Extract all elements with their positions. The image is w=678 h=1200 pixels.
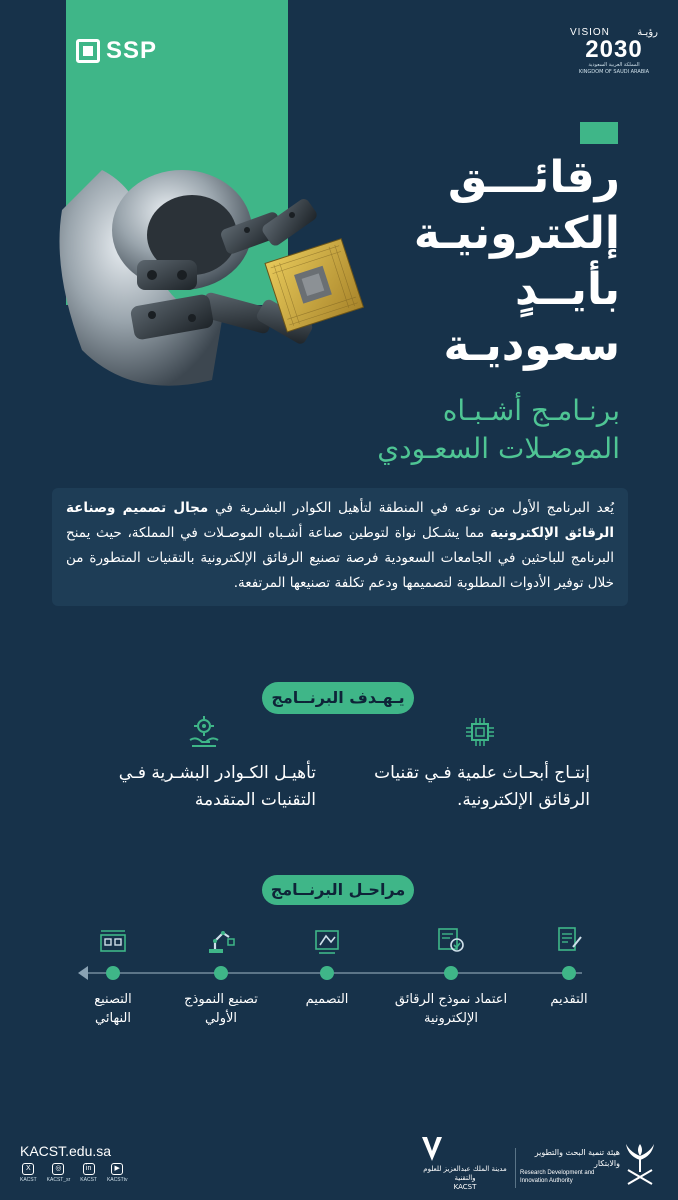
rdia-name-ar: هيئة تنمية البحث والتطوير والابتكار <box>534 1148 620 1168</box>
stage-dot-5 <box>106 966 120 980</box>
goal-2 <box>78 760 316 814</box>
ssp-brand-text: SSP <box>106 37 158 64</box>
kacst-name-ar: مدينة الملك عبدالعزيز للعلوم والتقنية <box>423 1165 507 1182</box>
youtube-icon: ▶ <box>111 1163 123 1175</box>
social-instagram-handle: KACST_sr <box>46 1177 71 1183</box>
stage-5-line-1: التصنيع <box>94 992 132 1007</box>
saudi-emblem-icon <box>622 1140 658 1188</box>
social-linkedin[interactable] <box>80 1163 97 1183</box>
green-accent-square <box>580 122 618 144</box>
program-subtitle <box>300 392 620 468</box>
intro-paragraph <box>66 496 614 596</box>
approval-icon <box>435 925 467 955</box>
intro-part-1: يُعد البرنامج الأول من نوعه في المنطقة لتأهيل الكوادر البشـرية في <box>208 500 615 516</box>
chip-icon <box>462 714 498 750</box>
kacst-logo-text <box>420 1165 510 1192</box>
goal-2-line-2: التقنيات المتقدمة <box>194 790 316 810</box>
website-link[interactable]: KACST.edu.sa <box>20 1143 112 1159</box>
factory-icon <box>97 925 129 955</box>
kacst-abbr: KACST <box>453 1183 477 1191</box>
stage-3-line-1: التصميم <box>305 992 349 1007</box>
x-icon: X <box>22 1163 34 1175</box>
stage-5-line-2: النهائي <box>95 1011 131 1026</box>
title-line-1: رقائـــق <box>448 152 620 203</box>
hand-gear-icon <box>186 714 222 750</box>
social-linkedin-handle: KACST <box>80 1177 97 1183</box>
stage-label-5 <box>48 990 178 1028</box>
stage-dot-1 <box>562 966 576 980</box>
chip-logo-icon <box>76 39 100 63</box>
social-links <box>20 1163 128 1183</box>
robot-arm-chip-illustration <box>42 150 392 390</box>
stage-label-1 <box>504 990 634 1009</box>
title-line-3: بأيــدٍ <box>514 264 620 315</box>
rdia-name-en: Research Development and Innovation Authority <box>520 1170 595 1184</box>
goal-1-line-1: إنتـاج أبحـاث علمية فـي تقنيات <box>374 763 590 783</box>
stage-2-line-1: اعتماد نموذج الرقائق <box>394 992 508 1007</box>
stage-dot-2 <box>444 966 458 980</box>
social-youtube[interactable] <box>107 1163 128 1183</box>
intro-bold: مجال تصميم وصناعة الرقائق الإلكترونية <box>66 500 614 541</box>
goal-1 <box>372 760 590 814</box>
timeline-arrow-icon <box>78 966 88 980</box>
intro-part-2: مما يشـكل نواة لتوطين صناعة أشـباه الموصـلات في المملكة، حيث يمنح البرنامج للباحثين في الجامعات السعودية فرصة تصنيع الرقائق الإلكترونية بالتقنيات المتطورة من خلال توفير الأدوات المطلوبة لتصميمها ودعم تكلفة تصنيعها المرتفعة. <box>66 525 614 591</box>
stage-4-line-2: الأولي <box>204 1011 238 1026</box>
subtitle-line-1: برنـامـج أشـبـاه <box>442 394 620 427</box>
vision-sub-en: KINGDOM OF SAUDI ARABIA <box>578 69 650 75</box>
ssp-logo <box>76 37 157 65</box>
stage-dot-4 <box>214 966 228 980</box>
title-line-4: سعوديـة <box>443 320 620 371</box>
goals-heading: يـهـدف البرنــامج <box>262 682 414 714</box>
intro-box <box>52 488 628 606</box>
social-x[interactable] <box>20 1163 37 1183</box>
social-x-handle: KACST <box>20 1177 37 1183</box>
social-instagram[interactable] <box>47 1163 71 1183</box>
rdia-logo-text <box>520 1147 620 1185</box>
vision-word-en: VISION <box>570 27 610 38</box>
title-line-2: إلكترونيـة <box>413 208 620 259</box>
stages-heading: مراحـل البرنــامج <box>262 875 414 905</box>
goal-1-line-2: الرقائق الإلكترونية. <box>457 790 590 810</box>
vision-2030-logo <box>570 27 658 76</box>
stage-label-2 <box>386 990 516 1028</box>
instagram-icon: ◎ <box>52 1163 64 1175</box>
vision-sub-ar: المملكة العربية السعودية <box>588 62 640 68</box>
stage-1-line-1: التقديم <box>550 992 588 1007</box>
kacst-logo-icon <box>420 1135 444 1163</box>
robot-arm-icon <box>205 925 237 955</box>
social-youtube-handle: KACSTtv <box>106 1177 128 1183</box>
stage-dot-3 <box>320 966 334 980</box>
vision-word-ar: رؤيـة <box>637 27 658 38</box>
goal-2-line-1: تأهيـل الكـوادر البشـرية فـي <box>118 763 316 783</box>
application-form-icon <box>553 925 585 955</box>
vision-year: 2030 <box>585 36 643 63</box>
main-title <box>360 150 620 374</box>
stage-2-line-2: الإلكترونية <box>423 1011 479 1026</box>
footer-divider <box>515 1148 516 1188</box>
linkedin-icon: in <box>83 1163 95 1175</box>
stage-4-line-1: تصنيع النموذج <box>184 992 258 1007</box>
subtitle-line-2: الموصـلات السعـودي <box>377 432 620 465</box>
design-icon <box>311 925 343 955</box>
